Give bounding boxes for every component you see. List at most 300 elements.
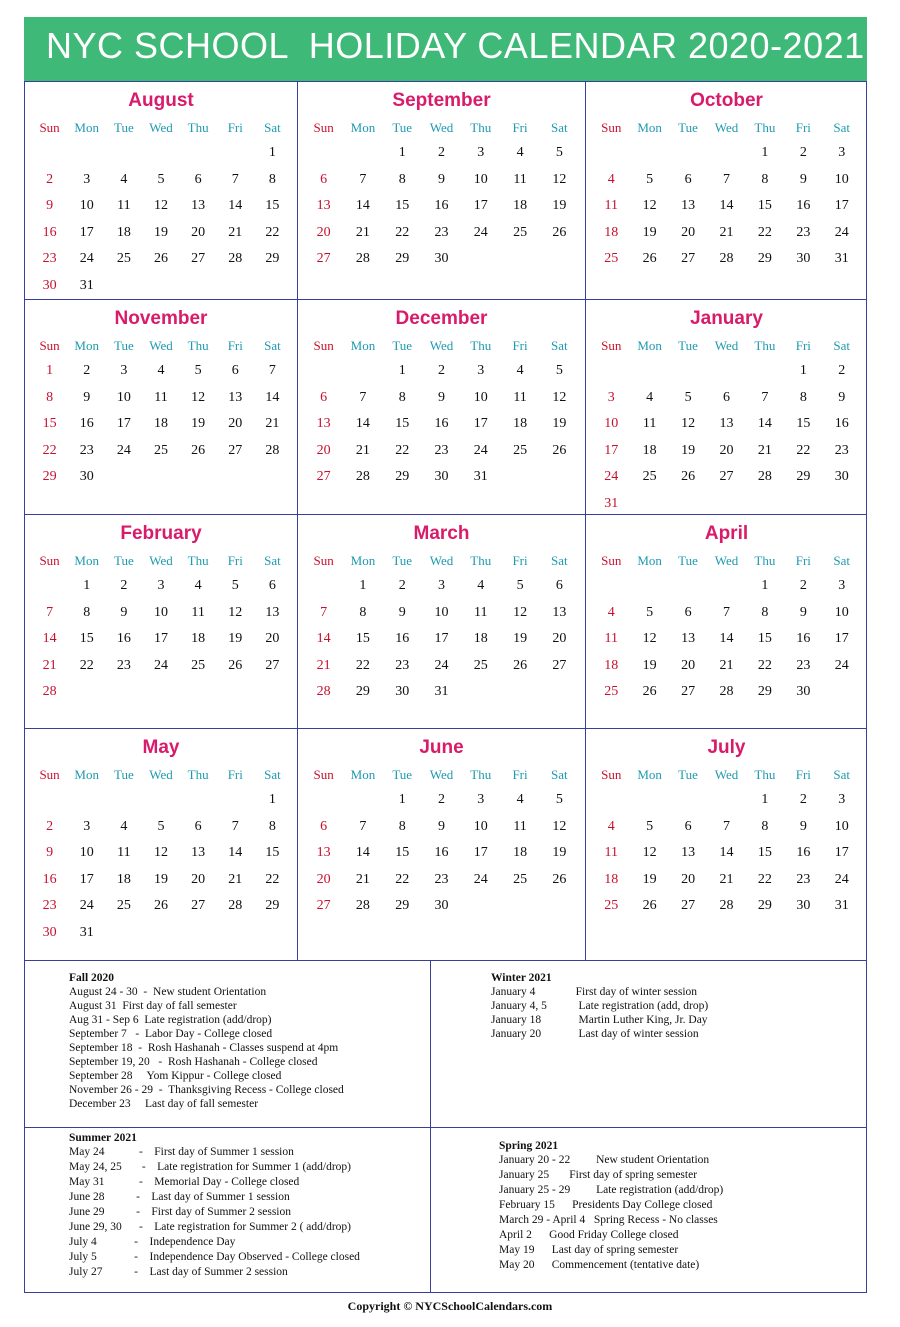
weekday-label: Sun xyxy=(313,120,334,135)
weekday-label: Wed xyxy=(714,767,739,782)
date-cell: 5 xyxy=(555,363,563,378)
note-line: January 18 Martin Luther King, Jr. Day xyxy=(491,1014,708,1026)
date-cell: 8 xyxy=(83,604,91,620)
date-cell: 20 xyxy=(316,224,331,240)
date-cell: 22 xyxy=(265,224,280,240)
date-cell: 22 xyxy=(355,657,370,673)
date-cell: 28 xyxy=(757,469,772,484)
weekday-label: Fri xyxy=(795,553,811,568)
months-grid xyxy=(24,81,867,961)
date-cell: 5 xyxy=(157,171,165,187)
empty-cell xyxy=(304,787,343,814)
weekday-label: Thu xyxy=(754,338,776,353)
date-cell: 3 xyxy=(477,145,485,160)
date-cell: 17 xyxy=(79,224,94,240)
date-cell: 26 xyxy=(642,251,657,266)
month-name: February xyxy=(120,523,202,544)
date-cell: 26 xyxy=(642,684,657,699)
date-cell: 3 xyxy=(838,578,846,593)
date-cell: 25 xyxy=(116,898,131,913)
date-cell: 20 xyxy=(681,224,696,240)
date-cell: 26 xyxy=(191,442,206,458)
date-cell: 7 xyxy=(722,171,730,187)
date-cell: 25 xyxy=(116,251,131,266)
date-cell: 14 xyxy=(228,845,243,860)
date-cell: 1 xyxy=(761,145,769,160)
date-cell: 7 xyxy=(722,818,730,834)
date-cell: 3 xyxy=(838,792,846,807)
date-cell: 14 xyxy=(757,416,772,431)
weekday-label: Sun xyxy=(601,338,622,353)
weekday-header xyxy=(31,767,291,783)
date-cell: 6 xyxy=(722,389,730,405)
weekday-label: Wed xyxy=(429,553,454,568)
empty-cell xyxy=(31,573,68,600)
date-cell: 19 xyxy=(552,198,567,213)
date-cell: 23 xyxy=(434,224,449,240)
date-cell: 25 xyxy=(153,442,168,458)
date-cell: 16 xyxy=(796,198,811,213)
date-cell: 21 xyxy=(719,224,734,240)
date-cell: 24 xyxy=(834,871,849,887)
date-cell: 13 xyxy=(719,416,734,431)
month-name: June xyxy=(419,737,464,758)
weekday-label: Sun xyxy=(39,120,60,135)
weekday-header xyxy=(304,553,579,569)
weekday-label: Sun xyxy=(313,338,334,353)
date-cell: 30 xyxy=(796,898,811,913)
date-cell: 3 xyxy=(437,578,445,593)
date-cell: 20 xyxy=(191,224,206,240)
date-cell: 16 xyxy=(834,416,849,431)
empty-cell xyxy=(707,140,745,167)
date-cell: 14 xyxy=(719,845,734,860)
weekday-label: Sun xyxy=(313,553,334,568)
weekday-label: Thu xyxy=(187,120,209,135)
date-cell: 22 xyxy=(395,442,410,458)
date-cell: 9 xyxy=(437,171,445,187)
date-cell: 16 xyxy=(434,416,449,431)
date-cell: 15 xyxy=(79,631,94,646)
date-cell: 15 xyxy=(796,416,811,431)
weekday-label: Sat xyxy=(264,553,281,568)
date-cell: 16 xyxy=(116,631,131,646)
month-name: May xyxy=(142,737,180,758)
date-cell: 3 xyxy=(157,578,165,593)
weekday-label: Fri xyxy=(227,338,243,353)
date-cell: 8 xyxy=(398,389,406,405)
date-grid xyxy=(304,140,579,273)
date-cell: 27 xyxy=(191,898,206,913)
date-cell: 17 xyxy=(834,198,849,213)
date-grid xyxy=(31,140,291,299)
weekday-label: Sat xyxy=(833,120,851,135)
empty-cell xyxy=(105,787,142,814)
date-cell: 27 xyxy=(681,251,696,266)
date-cell: 25 xyxy=(642,469,657,484)
date-cell: 19 xyxy=(642,871,657,887)
weekday-label: Thu xyxy=(754,553,776,568)
date-cell: 20 xyxy=(681,871,696,887)
date-cell: 19 xyxy=(552,416,567,431)
date-cell: 13 xyxy=(552,604,567,620)
date-cell: 24 xyxy=(79,251,94,266)
empty-cell xyxy=(142,140,179,167)
date-cell: 29 xyxy=(265,251,280,266)
date-cell: 25 xyxy=(513,871,528,887)
date-cell: 27 xyxy=(681,898,696,913)
date-cell: 18 xyxy=(604,657,619,673)
empty-cell xyxy=(31,140,68,167)
date-cell: 5 xyxy=(555,792,563,807)
date-cell: 18 xyxy=(604,871,619,887)
date-cell: 29 xyxy=(757,251,772,266)
note-line: July 4 - Independence Day xyxy=(69,1236,236,1248)
date-cell: 2 xyxy=(437,145,445,160)
date-cell: 12 xyxy=(642,631,657,646)
date-cell: 14 xyxy=(719,631,734,646)
date-cell: 23 xyxy=(834,442,849,458)
weekday-header xyxy=(592,338,861,354)
date-cell: 11 xyxy=(474,604,488,620)
date-cell: 25 xyxy=(191,657,206,673)
date-cell: 14 xyxy=(355,845,370,860)
date-cell: 1 xyxy=(761,578,769,593)
date-cell: 8 xyxy=(398,171,406,187)
note-line: August 24 - 30 - New student Orientation xyxy=(69,986,267,998)
empty-cell xyxy=(217,140,254,167)
weekday-label: Thu xyxy=(754,767,776,782)
weekday-header xyxy=(31,338,291,354)
date-cell: 13 xyxy=(316,845,331,860)
date-cell: 30 xyxy=(42,277,57,293)
date-cell: 28 xyxy=(719,898,734,913)
date-cell: 22 xyxy=(757,871,772,887)
date-cell: 12 xyxy=(681,416,696,431)
date-cell: 27 xyxy=(552,657,567,673)
date-cell: 26 xyxy=(552,871,567,887)
weekday-label: Tue xyxy=(392,553,413,568)
date-cell: 30 xyxy=(434,898,449,913)
weekday-label: Thu xyxy=(470,120,492,135)
date-cell: 8 xyxy=(268,818,276,834)
date-cell: 6 xyxy=(320,171,328,187)
date-cell: 16 xyxy=(434,845,449,860)
weekday-label: Sat xyxy=(551,338,568,353)
date-cell: 5 xyxy=(231,578,239,593)
date-cell: 30 xyxy=(796,684,811,699)
date-cell: 30 xyxy=(834,469,849,484)
empty-cell xyxy=(746,358,784,385)
date-cell: 21 xyxy=(228,224,243,240)
date-cell: 27 xyxy=(191,251,206,266)
date-cell: 21 xyxy=(719,657,734,673)
weekday-label: Tue xyxy=(678,553,698,568)
weekday-label: Fri xyxy=(512,120,528,135)
weekday-header xyxy=(592,553,861,569)
empty-cell xyxy=(68,140,105,167)
date-cell: 4 xyxy=(607,818,615,834)
date-cell: 21 xyxy=(42,657,57,673)
notes-section xyxy=(24,960,867,1293)
date-cell: 2 xyxy=(838,363,846,378)
note-line: February 15 Presidents Day College closed xyxy=(499,1199,713,1211)
date-cell: 30 xyxy=(395,684,410,699)
weekday-label: Wed xyxy=(714,120,739,135)
date-cell: 12 xyxy=(642,845,657,860)
weekday-label: Fri xyxy=(795,767,811,782)
winter-2021-notes xyxy=(491,971,861,1041)
date-cell: 30 xyxy=(434,251,449,266)
weekday-header xyxy=(31,553,291,569)
date-cell: 19 xyxy=(642,657,657,673)
date-cell: 29 xyxy=(796,469,811,484)
date-cell: 9 xyxy=(120,604,128,620)
month-october xyxy=(586,82,867,300)
date-grid xyxy=(31,358,291,491)
date-cell: 21 xyxy=(757,442,772,458)
date-cell: 29 xyxy=(395,469,410,484)
weekday-label: Sat xyxy=(264,338,281,353)
date-cell: 12 xyxy=(642,198,657,213)
date-cell: 7 xyxy=(46,604,54,620)
date-cell: 7 xyxy=(761,389,769,405)
date-cell: 15 xyxy=(42,416,57,431)
date-cell: 29 xyxy=(355,684,370,699)
weekday-header xyxy=(304,767,579,783)
weekday-label: Mon xyxy=(74,338,99,353)
weekday-label: Mon xyxy=(74,120,99,135)
date-cell: 9 xyxy=(437,818,445,834)
note-title: Fall 2020 xyxy=(69,972,115,984)
date-cell: 19 xyxy=(153,871,168,887)
date-cell: 13 xyxy=(681,631,696,646)
date-cell: 18 xyxy=(191,631,206,646)
date-cell: 1 xyxy=(268,792,276,807)
date-cell: 23 xyxy=(116,657,131,673)
date-cell: 4 xyxy=(120,818,128,834)
date-cell: 8 xyxy=(398,818,406,834)
date-cell: 13 xyxy=(681,845,696,860)
date-cell: 2 xyxy=(398,578,406,593)
weekday-label: Sun xyxy=(313,767,334,782)
calendar-header xyxy=(24,17,867,81)
date-cell: 22 xyxy=(757,224,772,240)
date-cell: 20 xyxy=(681,657,696,673)
date-cell: 27 xyxy=(719,469,734,484)
weekday-label: Mon xyxy=(350,553,376,568)
note-line: Aug 31 - Sep 6 Late registration (add/drop) xyxy=(69,1014,272,1026)
weekday-label: Wed xyxy=(429,120,454,135)
date-cell: 9 xyxy=(799,604,807,620)
spring-2021-notes xyxy=(499,1139,859,1273)
date-cell: 15 xyxy=(757,631,772,646)
date-cell: 4 xyxy=(607,171,615,187)
date-cell: 28 xyxy=(719,251,734,266)
empty-cell xyxy=(304,358,343,385)
date-cell: 15 xyxy=(757,845,772,860)
date-cell: 14 xyxy=(316,631,331,646)
date-cell: 10 xyxy=(434,604,449,620)
date-cell: 2 xyxy=(83,363,91,378)
date-cell: 11 xyxy=(604,631,618,646)
weekday-label: Sun xyxy=(39,553,60,568)
date-cell: 31 xyxy=(79,277,94,293)
date-cell: 13 xyxy=(191,845,206,860)
weekday-label: Mon xyxy=(637,338,662,353)
month-july xyxy=(586,729,867,961)
empty-cell xyxy=(142,787,179,814)
date-grid xyxy=(304,573,579,706)
date-cell: 7 xyxy=(268,363,276,378)
date-cell: 26 xyxy=(513,657,528,673)
month-name: July xyxy=(707,737,746,758)
date-cell: 6 xyxy=(194,171,202,187)
copyright-text: Copyright © NYCSchoolCalendars.com xyxy=(347,1299,553,1313)
empty-cell xyxy=(304,573,343,600)
date-cell: 15 xyxy=(265,198,280,213)
date-cell: 5 xyxy=(194,363,202,378)
weekday-label: Tue xyxy=(678,120,698,135)
date-cell: 16 xyxy=(796,631,811,646)
date-cell: 18 xyxy=(513,416,528,431)
date-cell: 20 xyxy=(228,416,243,431)
date-cell: 18 xyxy=(473,631,488,646)
date-cell: 20 xyxy=(552,631,567,646)
date-cell: 31 xyxy=(79,924,94,940)
date-cell: 29 xyxy=(395,898,410,913)
date-cell: 5 xyxy=(516,578,524,593)
date-cell: 7 xyxy=(231,171,239,187)
date-cell: 22 xyxy=(757,657,772,673)
date-cell: 26 xyxy=(228,657,243,673)
date-cell: 24 xyxy=(834,657,849,673)
weekday-label: Thu xyxy=(187,338,209,353)
date-cell: 18 xyxy=(513,845,528,860)
date-cell: 4 xyxy=(516,363,524,378)
empty-cell xyxy=(707,787,745,814)
date-cell: 11 xyxy=(117,198,131,213)
note-line: September 19, 20 - Rosh Hashanah - College closed xyxy=(69,1056,318,1068)
month-name: April xyxy=(704,523,749,544)
weekday-label: Sat xyxy=(551,553,568,568)
date-cell: 27 xyxy=(316,898,331,913)
date-cell: 23 xyxy=(434,442,449,458)
date-cell: 20 xyxy=(316,442,331,458)
note-line: January 25 - 29 Late registration (add/drop) xyxy=(499,1184,724,1196)
date-cell: 4 xyxy=(516,145,524,160)
date-cell: 26 xyxy=(153,898,168,913)
date-cell: 17 xyxy=(834,845,849,860)
fall-2020-notes xyxy=(69,971,469,1111)
date-cell: 21 xyxy=(719,871,734,887)
month-september xyxy=(298,82,586,300)
date-cell: 27 xyxy=(316,251,331,266)
date-cell: 20 xyxy=(265,631,280,646)
date-cell: 29 xyxy=(757,684,772,699)
empty-cell xyxy=(630,358,668,385)
date-grid xyxy=(592,787,861,920)
date-cell: 8 xyxy=(761,171,769,187)
date-cell: 22 xyxy=(79,657,94,673)
date-cell: 10 xyxy=(834,818,849,834)
weekday-label: Mon xyxy=(350,767,376,782)
date-cell: 21 xyxy=(355,224,370,240)
date-cell: 9 xyxy=(799,818,807,834)
date-cell: 24 xyxy=(116,442,131,458)
date-cell: 11 xyxy=(604,845,618,860)
note-line: August 31 First day of fall semester xyxy=(69,1000,237,1012)
empty-cell xyxy=(630,140,668,167)
weekday-label: Fri xyxy=(227,767,243,782)
note-line: March 29 - April 4 Spring Recess - No classes xyxy=(499,1214,718,1226)
date-cell: 23 xyxy=(796,871,811,887)
date-cell: 17 xyxy=(116,416,131,431)
date-cell: 17 xyxy=(434,631,449,646)
weekday-label: Fri xyxy=(227,553,243,568)
empty-cell xyxy=(105,140,142,167)
date-cell: 4 xyxy=(607,604,615,620)
note-title: Spring 2021 xyxy=(499,1140,559,1152)
date-cell: 29 xyxy=(42,469,57,484)
note-line: December 23 Last day of fall semester xyxy=(69,1098,259,1110)
weekday-label: Sun xyxy=(601,553,622,568)
date-cell: 29 xyxy=(395,251,410,266)
date-cell: 22 xyxy=(265,871,280,887)
date-cell: 16 xyxy=(42,224,57,240)
date-cell: 22 xyxy=(395,224,410,240)
empty-cell xyxy=(31,787,68,814)
date-cell: 1 xyxy=(761,792,769,807)
date-cell: 25 xyxy=(604,251,619,266)
date-cell: 1 xyxy=(398,145,406,160)
date-cell: 17 xyxy=(473,198,488,213)
date-cell: 21 xyxy=(265,416,280,431)
date-cell: 28 xyxy=(228,898,243,913)
date-cell: 2 xyxy=(799,792,807,807)
month-august xyxy=(25,82,298,300)
note-line: September 7 - Labor Day - College closed xyxy=(69,1028,273,1040)
weekday-label: Thu xyxy=(187,553,209,568)
weekday-label: Sat xyxy=(551,767,568,782)
date-cell: 24 xyxy=(604,469,619,484)
date-cell: 23 xyxy=(42,898,57,913)
date-cell: 11 xyxy=(191,604,205,620)
date-cell: 19 xyxy=(153,224,168,240)
date-cell: 30 xyxy=(42,924,57,940)
note-line: January 25 First day of spring semester xyxy=(499,1169,698,1181)
date-cell: 12 xyxy=(552,171,567,187)
date-cell: 9 xyxy=(46,198,54,213)
date-cell: 1 xyxy=(46,363,54,378)
date-cell: 22 xyxy=(395,871,410,887)
month-name: September xyxy=(392,90,491,111)
date-cell: 30 xyxy=(79,469,94,484)
date-cell: 11 xyxy=(117,845,131,860)
date-grid xyxy=(31,573,291,706)
weekday-header xyxy=(592,120,861,136)
date-cell: 5 xyxy=(646,171,654,187)
weekday-label: Sat xyxy=(264,120,281,135)
weekday-label: Wed xyxy=(429,767,454,782)
date-cell: 26 xyxy=(552,224,567,240)
weekday-label: Mon xyxy=(637,553,662,568)
date-cell: 17 xyxy=(473,845,488,860)
date-cell: 25 xyxy=(604,684,619,699)
date-cell: 25 xyxy=(473,657,488,673)
month-june xyxy=(298,729,586,961)
empty-cell xyxy=(343,358,382,385)
